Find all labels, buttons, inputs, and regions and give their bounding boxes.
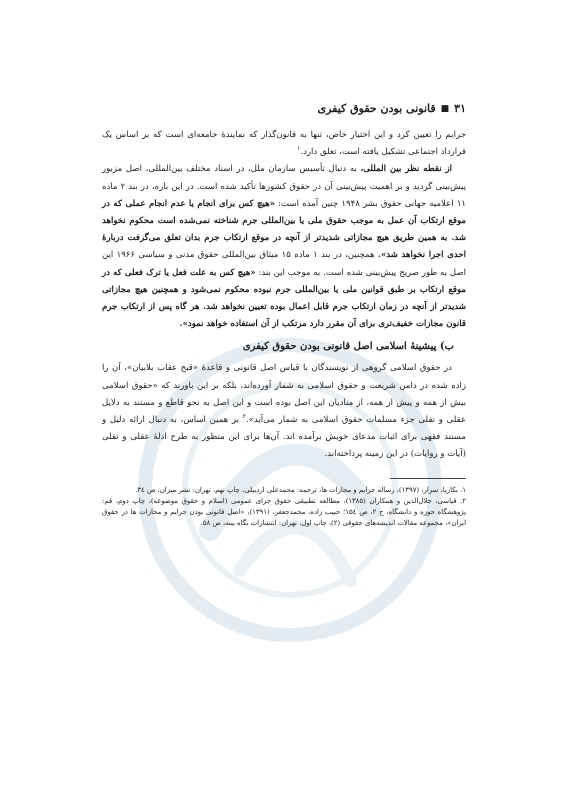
footnotes bbox=[102, 485, 466, 529]
footnote-ref-1: ۱ bbox=[297, 145, 301, 153]
footnote-divider bbox=[390, 478, 466, 479]
running-head bbox=[102, 102, 466, 115]
iccpr-quote: «هیچ کس به علت فعل یا ترک فعلی که در موقع ارتکاب بر طبق قوانین ملی یا بین‌المللی جرم نبوده محکوم نمی‌شود و همچنین هیچ مجازاتی شدیدتر از آنچه در زمان ارتکاب جرم قابل اعمال بوده تعیین نخواهد شد. هر گاه پس از ارتکاب جرم قانون مجازات خفیف‌تری برای آن مقرر دارد مرتکب از آن استفاده خواهد نمود». bbox=[102, 267, 466, 330]
running-title: قانونی بودن حقوق کیفری bbox=[317, 102, 436, 115]
square-separator-icon: ■ bbox=[440, 103, 450, 114]
footnote-2: ۲. قیاسی، جلال‌الدین و همکاران (۱۳۸۵)، مطالعه تطبیقی حقوق جزای عمومی (اسلام و حقوق موضوعه)، چاپ دوم، قم: پژوهشگاه حوزه و دانشگاه، ج ۲، ص ۱۵٤؛ حبیب زاده، محمدجعفر، (۱۳۹۱)، «اصل قانونی بودن جرایم و مجازات ها در حقوق ایران»، مجموعه مقالات اندیشه‌های حقوقی (۲)، چاپ اول، تهران: انتشارات نگاه بینه، ص ۵۸. bbox=[102, 496, 466, 527]
udhr-quote: «هیچ کس برای انجام یا عدم انجام عملی که در موقع ارتکاب آن عمل به موجب حقوق ملی یا بین‌المللی جرم شناخته نمی‌شده است محکوم نخواهد شد. به همین طریق هیچ مجازاتی شدیدتر از آنچه در موقع ارتکاب جرم بدان تعلق می‌گرفت دربارهٔ احدی اجرا نخواهد شد». bbox=[102, 198, 466, 261]
paragraph-2-sentence-1: به دنبال تأسیس سازمان ملل، در اسناد مختلف بین‌المللی، اصل مزبور پیش‌بینی گردید و بر اهمیت پیش‌بینی آن در حقوق کشورها تأکید شده است. در این باره، در بند ۲ ماده ۱۱ اعلامیه جهانی حقوق بشر ۱۹۴۸ چنین آمده است: bbox=[102, 164, 466, 209]
paragraph-3-sentence-1: در حقوق اسلامی گروهی از نویسندگان با قیاس اصل قانونی و قاعدهٔ «قبح عقاب بلابیان»، آن را زاده شده در دامن شریعت و حقوق اسلامی به شمار آورده‌اند، بلکه بر این باورند که «حقوق اسلامی بیش از همه و پیش از همه، از منادیان این اصل بوده است و این اصل به نحو قاطع و مستند به دلایل عقلی و نقلی جزء مسلمات حقوق اسلامی به شمار می‌آید». bbox=[102, 363, 466, 426]
paragraph-1-text: جرایم را تعیین کرد و این اختیار خاص، تنها به قانون‌گذار که نمایندهٔ جامعه‌ای است که بر اساس یک قرارداد اجتماعی تشکیل یافته است، تعلق دارد. bbox=[102, 130, 466, 158]
paragraph-2-sentence-2: همچنین، در بند ۱ ماده ۱۵ میثاق بین‌المللی حقوق مدنی و سیاسی ۱۹۶۶ این اصل به طور صریح پیش‌بینی شده است. به موجب این بند: bbox=[102, 250, 466, 278]
page-number: ۳۱ bbox=[454, 102, 466, 115]
paragraph-3-sentence-2: بر همین اساس، به دنبال ارائه دلیل و مستند فقهی برای اثبات مدعای خویش برآمده اند. آن‌ها برای این منظور به طرح ادلهٔ عقلی و نقلی (آیات و روایات) در این زمینه پرداخته‌اند. bbox=[102, 415, 466, 460]
paragraph-2-lead: از نقطه نظر بین المللی، bbox=[360, 164, 452, 175]
section-heading: ب) پیشینهٔ اسلامی اصل قانونی بودن حقوق کیفری bbox=[242, 341, 454, 353]
paragraph-1 bbox=[102, 127, 466, 161]
paragraph-2 bbox=[102, 161, 466, 333]
page-content bbox=[102, 102, 466, 529]
paragraph-3 bbox=[102, 360, 466, 463]
footnote-ref-2: ۲ bbox=[242, 413, 246, 421]
footnote-1: ۱. بکاریا، سزار، (۱۳۹۷)، رساله جرایم و مجازات ها، ترجمه: محمدعلی اردبیلی، چاپ نهم، تهران: نشر میزان، ص ۳٤. bbox=[135, 485, 466, 494]
